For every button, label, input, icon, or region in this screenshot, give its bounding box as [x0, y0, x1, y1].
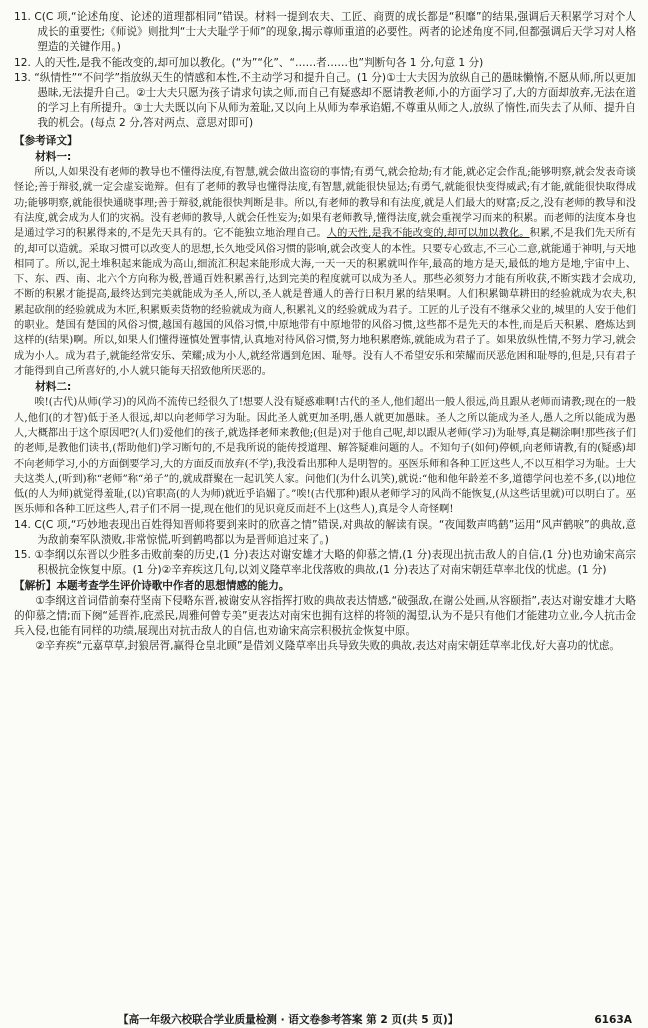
analysis-point-two: ②辛弃疾“元嘉草草,封狼居胥,赢得仓皇北顾”是借刘义隆草率出兵导致失败的典故,表达对南宋朝廷草率北伐,好大喜功的忧虑。: [35, 640, 621, 653]
material-two-text: 唉!(古代)从师(学习)的风尚不流传已经很久了!想要人没有疑惑难啊!古代的圣人,他们超出一般人很远,尚且跟从老师而请教;现在的一般人,他们(的才智)低于圣人很远,却以向老师学习为耻。因此圣人就更加圣明,愚人就更加愚昧。圣人之所以能成为圣人,愚人之所以能成为愚人,大概都出于这个原因吧?(人们)爱他们的孩子,就选择老师来教他;(但是)对于他自己呢,却以跟从老师(学习)为耻辱,真是糊涂啊!那些孩子们的老师,是教他们读书,(帮助他们)学习断句的,不是我所说的能传授道理、解答疑难问题的人。不知句子(如何)停顿,向老师请教,有的(疑惑)却不向老师学习,小的方面倒要学习,大的方面反而放弃(不学),我没看出那种人是明智的。巫医乐师和各种工匠这些人,不以互相学习为耻。士大夫这类人,(听到)称“老师”称“弟子”的,就成群聚在一起讥笑人家。问他们(为什么讥笑),就说:“他和他年龄差不多,道德学问也差不多,(以)地位低(的人为师)就觉得羞耻,(以)官职高(的人为师)就近乎谄媚了。”唉!(古代那种)跟从老师学习的风尚不能恢复,(从这些话里就)可以明白了。巫医乐师和各种工匠这些人,君子们不屑一提,现在他们的见识竟反而赶不上(这些人),真是令人奇怪啊!: [14, 397, 636, 516]
answer-q12: 12. 人的天性,是我不能改变的,却可加以教化。(“为”“化”、“……者……也”判断句各 1 分,句意 1 分): [14, 56, 484, 69]
material-two-heading: 材料二:: [35, 381, 72, 394]
answer-q14: 14. C(C 项,“巧妙地表现出百姓得知晋师将要到来时的欣喜之情”错误,对典故的解读有误。“夜闻数声鸣鹤”运用“风声鹤唳”的典故,意为敌前秦军队溃败,非常惊慌,听到鹤鸣都以为是晋师追过来了。): [14, 518, 636, 546]
material-one-heading: 材料一:: [35, 150, 72, 163]
material-one-text: [14, 165, 636, 379]
answer-q13: 13. “纵情性”“不问学”指放纵天生的情感和本性,不主动学习和提升自己。(1 分)①士大夫因为放纵自己的愚昧懒惰,不愿从师,所以更加愚昧,无法提升自己。②士大夫只愿为孩子请求句读之师,而自己有疑惑却不愿请教老师,小的方面学习了,大的方面却放弃,无法在道的学习上有所提升。③士大夫既以向下从师为羞耻,又以向上从师为奉承谄媚,不尊重从师之人,放纵了惰性,而失去了从师、提升自我的机会。(每点 2 分,答对两点、意思对即可): [14, 71, 636, 130]
material-one-part-b: 积累,不是我们先天所有的,却可以造就。采取习惯可以改变人的思想,长久地受风俗习惯的影响,就会改变人的本性。只要专心致志,不三心二意,就能通于神明,与天地相同了。所以,泥土堆积起来能成为高山,细流汇积起来能形成大海,一天一天的积累就叫作年,最高的地方是天,最低的地方是地,宇宙中上、下、东、西、南、北六个方向称为极,普通百姓积累善行,达到完美的程度就可以成为圣人。那些必须努力才能有所收获,不断实践才会成功,不断的积累才能提高,最终达到完美就能成为圣人,所以,圣人就是普通人的善行日积月累的结果啊。人们积累锄草耕田的经验就成为农夫,积累起砍削的经验就成为木匠,积累贩卖货物的经验就成为商人,积累礼义的经验就成为君子。工匠的儿子没有不继承父业的,城里的人安于他们的职业。楚国有楚国的风俗习惯,越国有越国的风俗习惯,中原地带有中原地带的风俗习惯,这些都不是先天的本性,而是后天积累、磨炼达到这样的(结果)啊。所以,如果人们懂得谨慎处置事情,认真地对待风俗习惯,努力地积累磨炼,就能成为君子了。如果放纵性情,不努力学习,就会成为小人。成为君子,就能经常安乐、荣耀;成为小人,就经常遇到危困、耻辱。没有人不希望安乐和荣耀而厌恶危困和耻辱的,但是,只有君子才能得到自己所喜好的,小人就只能每天招致他所厌恶的。: [14, 228, 636, 377]
reference-translation-heading: 【参考译文】: [14, 134, 78, 147]
answer-q11: 11. C(C 项,“论述角度、论述的道理都相同”错误。材料一提到农夫、工匠、商贾的成长都是“积靡”的结果,强调后天积累学习对个人成长的重要性;《师说》则批判“士大夫耻学于师”的现象,揭示尊师重道的必要性。两者的论述角度不同,但都强调后天学习对人格塑造的关键作用。): [14, 11, 636, 54]
analysis-heading: 【解析】本题考查学生评价诗歌中作者的思想情感的能力。: [14, 579, 290, 592]
footer-code: 6163A: [594, 1014, 632, 1026]
footer-title: 【高一年级六校联合学业质量检测 · 语文卷参考答案 第 2 页(共 5 页)】: [118, 1014, 459, 1026]
analysis-point-one: ①李纲这首词借前秦苻坚南下侵略东晋,被谢安从容指挥打败的典故表达情感,“破强敌,在谢公处画,从容颐指”,表达对谢安雄才大略的仰慕之情;而下阕“延晋祚,庇烝民,周雅何曾专美”更表达对南宋也拥有这样的将领的渴望,认为不是只有他们才能建功立业,今人抗击金兵入侵,也能有同样的功绩,展现出对抗击敌人的自信,也劝谕宋高宗积极抗金恢复中原。: [14, 594, 636, 638]
underlined-sentence: 人的天性,是我不能改变的,却可以加以教化。: [326, 228, 530, 240]
answer-q15: 15. ①李纲以东晋以少胜多击败前秦的历史,(1 分)表达对谢安雄才大略的仰慕之情,(1 分)表现出抗击敌人的自信,(1 分)也劝谕宋高宗积极抗金恢复中原。(1 分)②辛弃疾这几句,以刘义隆草率北伐落败的典故,(1 分)表达了对南宋朝廷草率北伐的忧虑。(1 分): [14, 549, 636, 577]
material-one-part-a: 所以,人如果没有老师的教导也不懂得法度,有智慧,就会做出盗窃的事情;有勇气,就会抢劫;有才能,就必定会作乱;能够明察,就会发表奇谈怪论;善于辩驳,就一定会虚妄诡辩。但有了老师的教导也懂得法度,有智慧,就能很快显达;有勇气,就能很快变得威武;有才能,就能很快取得成功;能够明察,就能很快通晓事理;善于辩驳,就能很快判断是非。所以,有老师的教导和有法度,就是人们最大的财富;反之,没有老师的教导和没有法度,就会成为人们的灾祸。没有老师的教导,人就会任性妄为;如果有老师教导,懂得法度,就会重视学习而来的积累。而老师的法度本身也是通过学习的积累得来的,不是先天具有的。它不能独立地治理自己。: [14, 167, 636, 240]
